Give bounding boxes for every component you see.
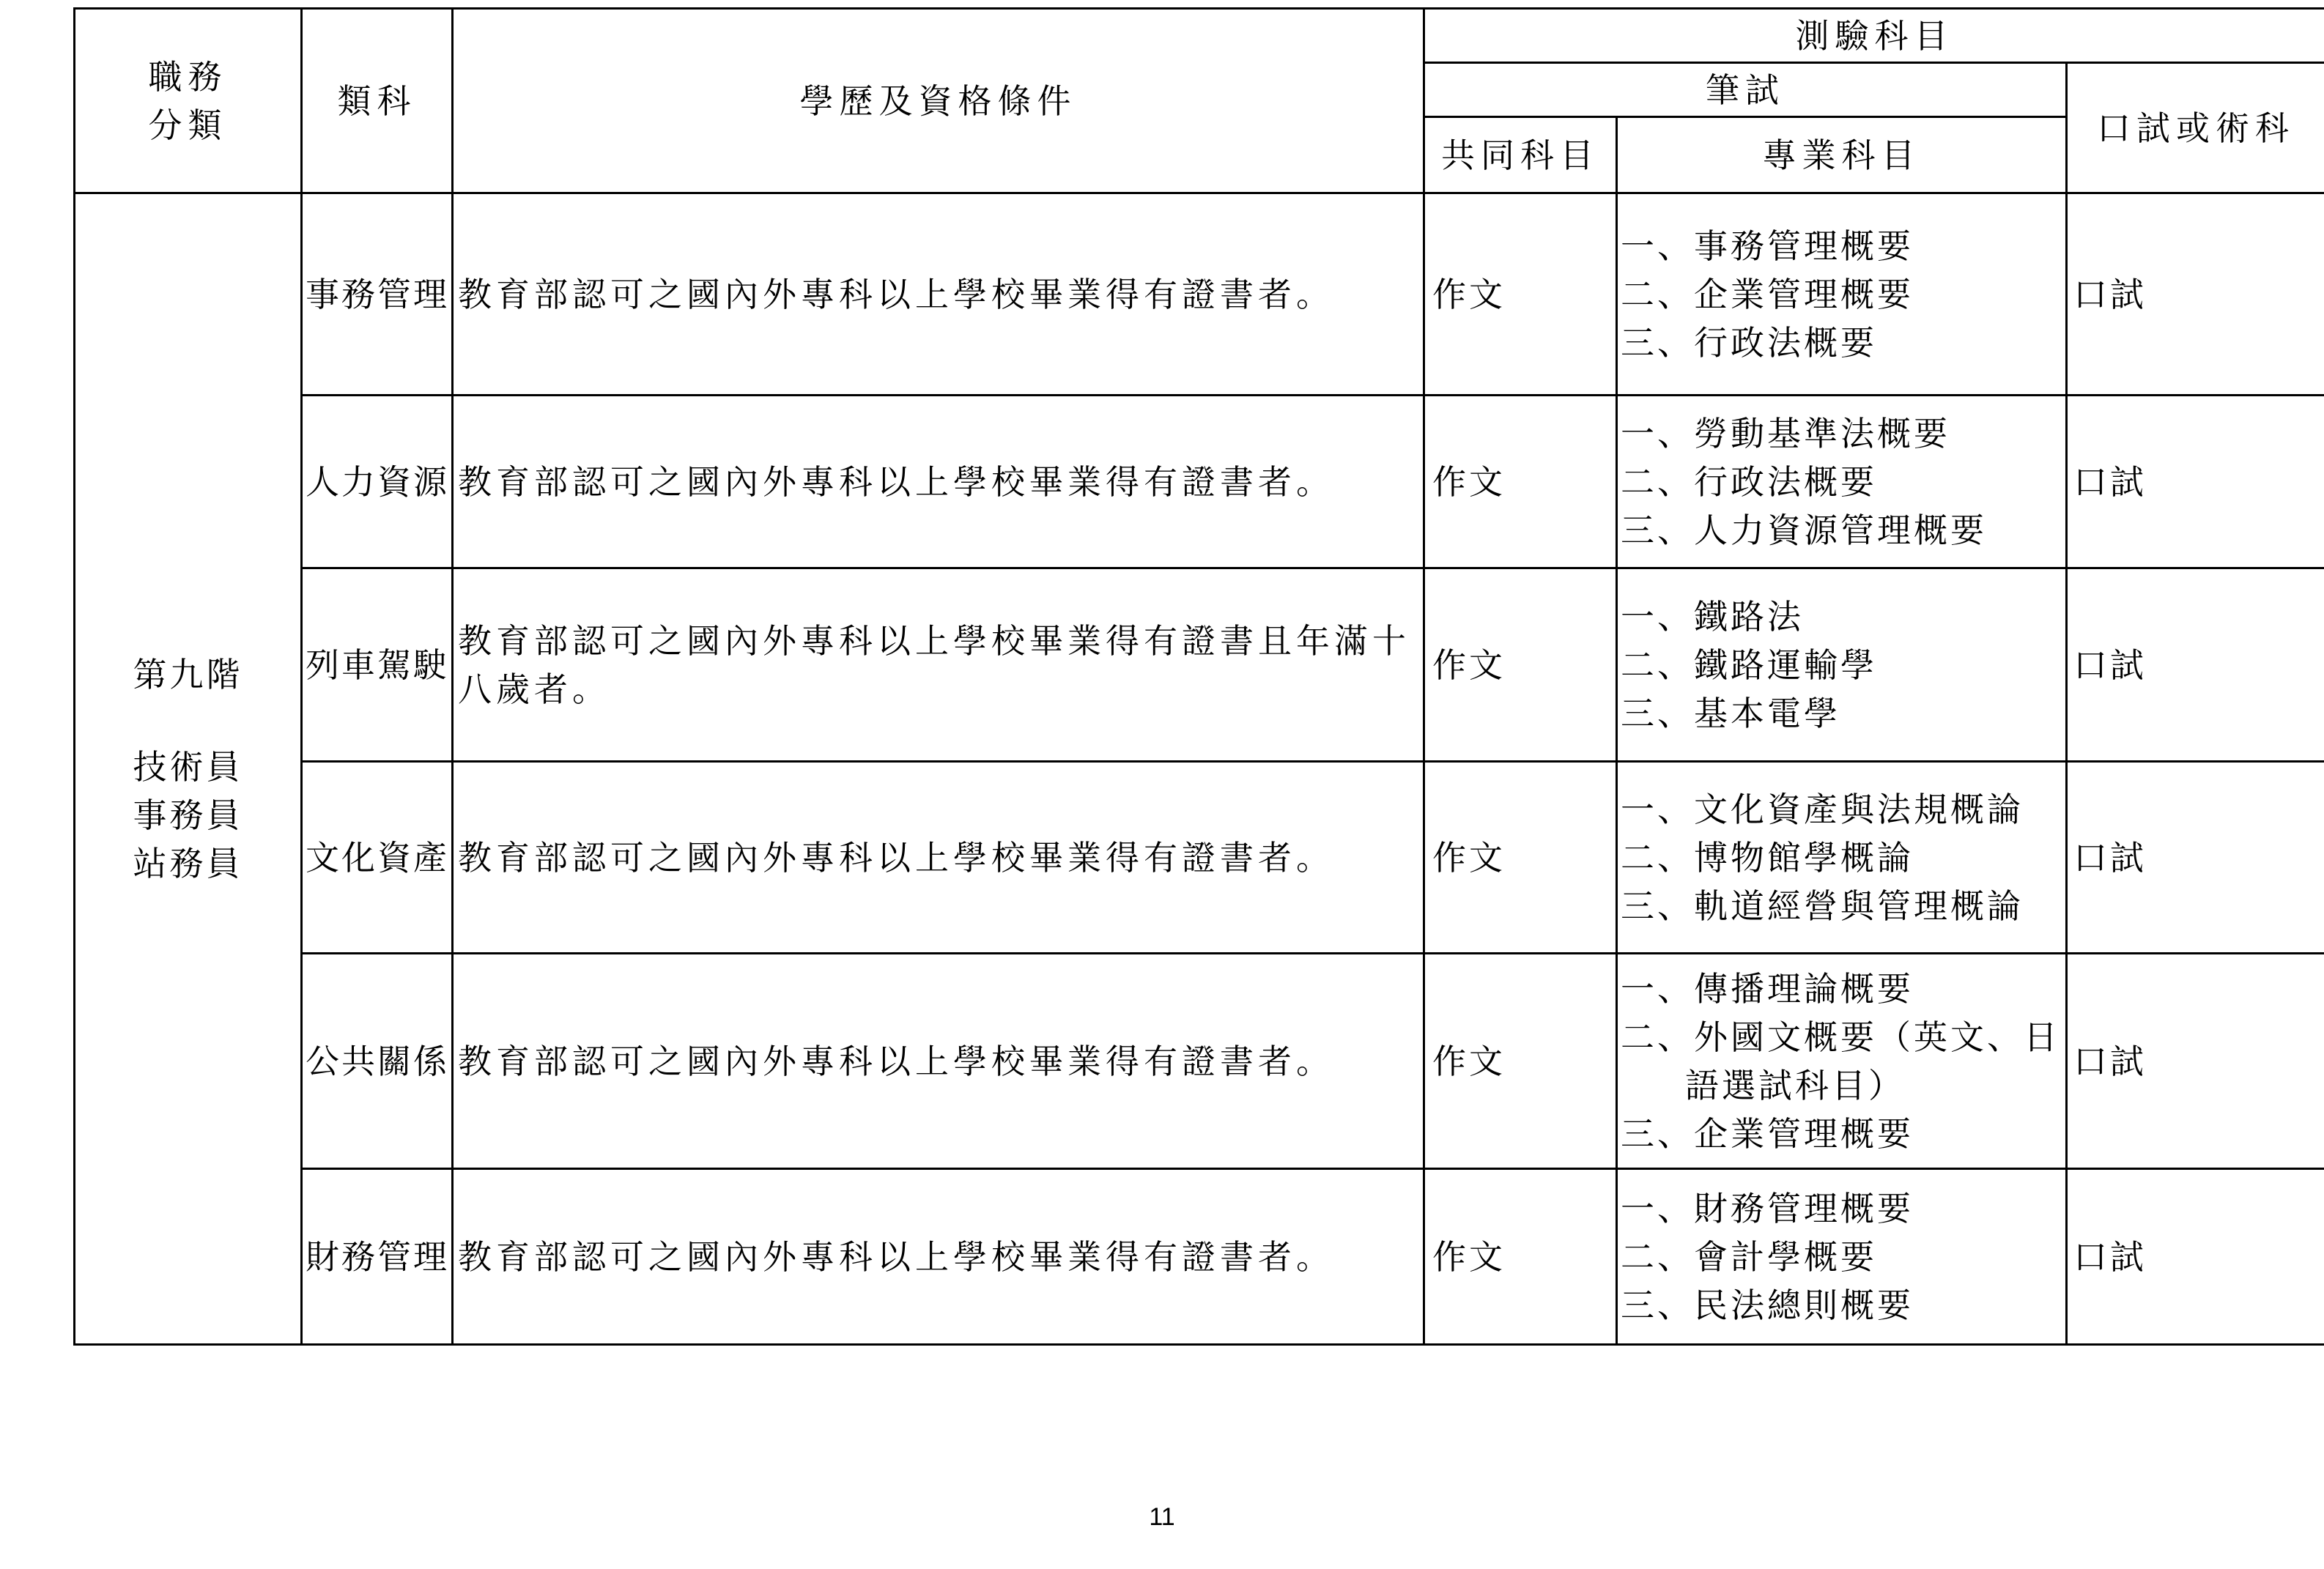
professional-subject-item: 一、文化資產與法規概論 xyxy=(1621,789,2024,829)
table-row xyxy=(75,954,2324,1169)
table-header xyxy=(75,9,2324,193)
professional-subject-item: 三、企業管理概要 xyxy=(1621,1113,1914,1154)
common-subject-cell: 作文 xyxy=(1424,1169,1617,1345)
professional-subject-item: 一、財務管理概要 xyxy=(1621,1188,1914,1228)
table-row xyxy=(75,762,2324,954)
qualification-cell: 教育部認可之國內外專科以上學校畢業得有證書者。 xyxy=(453,396,1424,568)
professional-subject-item: 三、軌道經營與管理概論 xyxy=(1621,886,2024,926)
professional-subject-item: 三、基本電學 xyxy=(1621,693,1840,733)
qualification-cell: 教育部認可之國內外專科以上學校畢業得有證書者。 xyxy=(453,1169,1424,1345)
professional-subject-item: 二、企業管理概要 xyxy=(1621,274,1914,314)
qualification-cell: 教育部認可之國內外專科以上學校畢業得有證書者。 xyxy=(453,762,1424,954)
professional-subjects-cell xyxy=(1617,568,2067,762)
oral-exam-cell: 口試 xyxy=(2067,396,2324,568)
professional-subject-item: 一、鐵路法 xyxy=(1621,596,1804,637)
header-subject: 類科 xyxy=(302,9,453,193)
subject-cell: 財務管理 xyxy=(302,1169,453,1345)
header-exam-subjects: 測驗科目 xyxy=(1424,9,2324,63)
table-row xyxy=(75,396,2324,568)
professional-subject-item: 二、行政法概要 xyxy=(1621,461,1877,502)
subject-cell: 文化資產 xyxy=(302,762,453,954)
professional-subjects-cell xyxy=(1617,1169,2067,1345)
header-job-class-line-2: 分類 xyxy=(148,105,228,145)
professional-subject-item: 二、博物館學概論 xyxy=(1621,837,1914,878)
category-cell xyxy=(75,193,302,1345)
oral-exam-cell: 口試 xyxy=(2067,762,2324,954)
exam-table xyxy=(73,7,2324,1346)
professional-subject-item: 三、行政法概要 xyxy=(1621,322,1877,363)
table-body xyxy=(75,193,2324,1345)
subject-cell: 事務管理 xyxy=(302,193,453,396)
professional-subject-item: 一、事務管理概要 xyxy=(1621,226,1914,266)
header-job-class-line-1: 職務 xyxy=(148,56,228,97)
subject-cell: 列車駕駛 xyxy=(302,568,453,762)
subject-cell: 人力資源 xyxy=(302,396,453,568)
header-common: 共同科目 xyxy=(1424,117,1617,193)
header-job-class xyxy=(75,9,302,193)
header-oral: 口試或術科 xyxy=(2067,63,2324,193)
qualification-cell: 教育部認可之國內外專科以上學校畢業得有證書者。 xyxy=(453,954,1424,1169)
common-subject-cell: 作文 xyxy=(1424,954,1617,1169)
professional-subject-item: 二、鐵路運輸學 xyxy=(1621,645,1877,685)
table-row xyxy=(75,193,2324,396)
professional-subject-item: 三、人力資源管理概要 xyxy=(1621,510,1987,550)
category-title: 站務員 xyxy=(133,843,243,883)
table-row xyxy=(75,568,2324,762)
common-subject-cell: 作文 xyxy=(1424,396,1617,568)
professional-subjects-cell xyxy=(1617,193,2067,396)
category-title: 技術員 xyxy=(133,746,243,787)
oral-exam-cell: 口試 xyxy=(2067,954,2324,1169)
header-qualification: 學歷及資格條件 xyxy=(453,9,1424,193)
header-professional: 專業科目 xyxy=(1617,117,2067,193)
qualification-cell: 教育部認可之國內外專科以上學校畢業得有證書者。 xyxy=(453,193,1424,396)
header-written: 筆試 xyxy=(1424,63,2067,117)
professional-subjects-cell xyxy=(1617,762,2067,954)
qualification-cell: 教育部認可之國內外專科以上學校畢業得有證書且年滿十八歲者。 xyxy=(453,568,1424,762)
professional-subjects-cell xyxy=(1617,954,2067,1169)
professional-subject-item: 三、民法總則概要 xyxy=(1621,1285,1914,1325)
category-grade: 第九階 xyxy=(133,654,243,694)
common-subject-cell: 作文 xyxy=(1424,568,1617,762)
subject-cell: 公共關係 xyxy=(302,954,453,1169)
oral-exam-cell: 口試 xyxy=(2067,193,2324,396)
page-number: 11 xyxy=(1149,1503,1175,1531)
professional-subjects-cell xyxy=(1617,396,2067,568)
professional-subject-item: 二、外國文概要（英文、日語選試科目） xyxy=(1621,1017,2060,1105)
professional-subject-item: 一、勞動基準法概要 xyxy=(1621,413,1950,453)
category-title: 事務員 xyxy=(133,795,243,835)
oral-exam-cell: 口試 xyxy=(2067,1169,2324,1345)
table-row xyxy=(75,1169,2324,1345)
professional-subject-item: 一、傳播理論概要 xyxy=(1621,968,1914,1009)
common-subject-cell: 作文 xyxy=(1424,193,1617,396)
oral-exam-cell: 口試 xyxy=(2067,568,2324,762)
professional-subject-item: 二、會計學概要 xyxy=(1621,1236,1877,1277)
common-subject-cell: 作文 xyxy=(1424,762,1617,954)
